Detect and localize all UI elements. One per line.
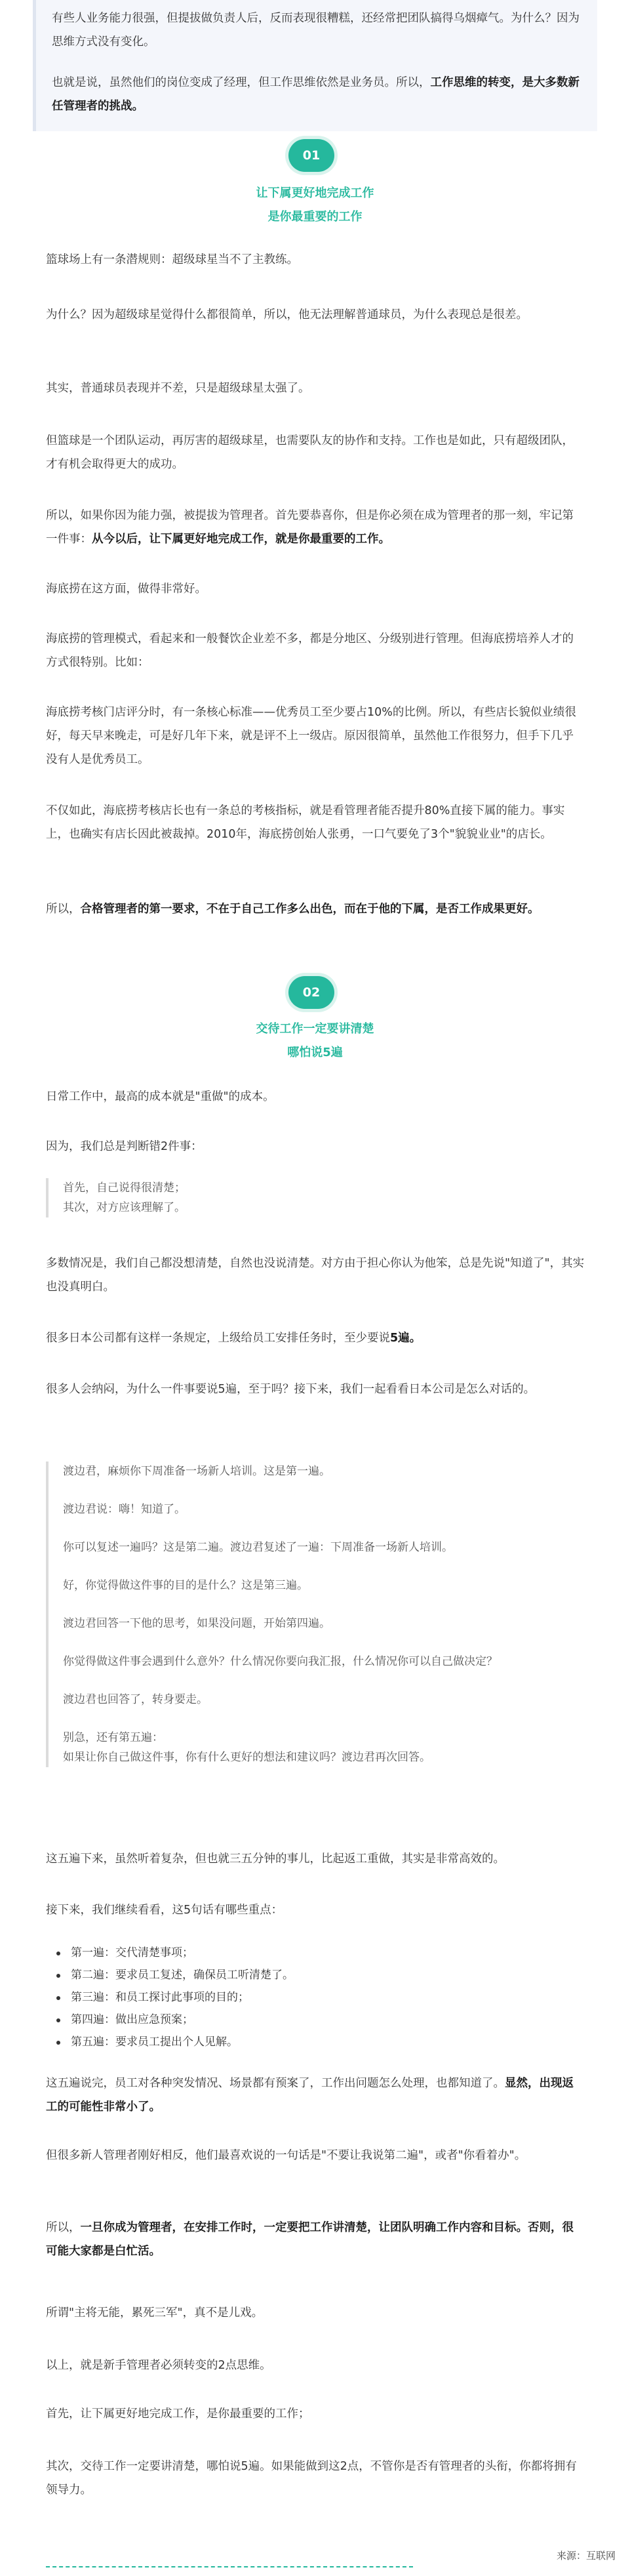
list-item: 第一遍：交代清楚事项； — [52, 1942, 577, 1964]
section-2-paragraph-2: 因为，我们总是判断错2件事： — [46, 1140, 203, 1153]
section-1-title-line-2: 是你最重要的工作 — [267, 210, 363, 224]
section-1-paragraph-8: 海底捞考核门店评分时，有一条核心标准——优秀员工至少要占10%的比例。所以，有些店长貌似业绩很好，每天早来晚走，可是好几年下来，就是评不上一级店。原因很简单，虽然他工作很努力，但手下几乎没有人是优秀员工。 — [46, 706, 576, 766]
section-2-paragraph-8: 这五遍说完，员工对各种突发情况、场景都有预案了，工作出问题怎么处理，也都知道了。显然，出现返工的可能性非常小了。 — [46, 2077, 574, 2114]
list-item: 第四遍：做出应急预案； — [52, 2009, 577, 2031]
section-2-title-line-2: 哪怕说5遍 — [287, 1046, 343, 1059]
dialogue-line: 渡边君也回答了，转身要走。 — [63, 1693, 208, 1706]
dialogue-line: 如果让你自己做这件事，你有什么更好的想法和建议吗？渡边君再次回答。 — [63, 1751, 431, 1764]
section-2-paragraph-5: 很多人会纳闷，为什么一件事要说5遍，至于吗？接下来，我们一起看看日本公司是怎么对话的。 — [46, 1383, 536, 1396]
section-2-paragraph-10: 所以，一旦你成为管理者，在安排工作时，一定要把工作讲清楚，让团队明确工作内容和目标。否则，很可能大家都是白忙活。 — [46, 2221, 574, 2258]
dialogue-line: 渡边君，麻烦你下周准备一场新人培训。这是第一遍。 — [63, 1465, 330, 1478]
section-2-paragraph-1: 日常工作中，最高的成本就是"重做"的成本。 — [46, 1090, 275, 1103]
list-item: 第三遍：和员工探讨此事项的目的； — [52, 1986, 577, 2009]
quote-line: 首先，自己说得很清楚； — [63, 1181, 186, 1195]
section-1-paragraph-9: 不仅如此，海底捞考核店长也有一条总的考核指标，就是看管理者能否提升80%直接下属的能力。事实上，也确实有店长因此被裁掉。2010年，海底捞创始人张勇，一口气要免了3个"貌貌业业"的店长。 — [46, 804, 565, 841]
list-item: 第二遍：要求员工复述，确保员工听清楚了。 — [52, 1964, 577, 1986]
intro-quote-box — [33, 0, 597, 131]
dialogue-line: 你觉得做这件事会遇到什么意外？什么情况你要向我汇报，什么情况你可以自己做决定？ — [63, 1655, 498, 1668]
section-2-paragraph-11: 所谓"主将无能，累死三军"，真不是儿戏。 — [46, 2306, 264, 2320]
section-1-paragraph-5: 所以，如果你因为能力强，被提拔为管理者。首先要恭喜你，但是你必须在成为管理者的那一刻，牢记第一件事：从今以后，让下属更好地完成工作，就是你最重要的工作。 — [46, 509, 574, 546]
dashed-divider — [46, 2566, 413, 2567]
section-1-paragraph-10: 所以，合格管理者的第一要求，不在于自己工作多么出色，而在于他的下属，是否工作成果更好。 — [46, 903, 540, 916]
section-2-paragraph-7: 接下来，我们继续看看，这5句话有哪些重点： — [46, 1904, 283, 1917]
section-2-paragraph-4: 很多日本公司都有这样一条规定，上级给员工安排任务时，至少要说5遍。 — [46, 1332, 422, 1345]
intro-paragraph-2: 也就是说，虽然他们的岗位变成了经理，但工作思维依然是业务员。所以，工作思维的转变，是大多数新任管理者的挑战。 — [52, 76, 580, 113]
section-2-paragraph-9: 但很多新人管理者刚好相反，他们最喜欢说的一句话是"不要让我说第二遍"，或者"你看着办"。 — [46, 2149, 526, 2162]
five-points-list — [52, 1942, 577, 2053]
section-2-paragraph-14: 其次，交待工作一定要讲清楚，哪怕说5遍。如果能做到这2点，不管你是否有管理者的头衔，你都将拥有领导力。 — [46, 2460, 577, 2497]
section-2-paragraph-6: 这五遍下来，虽然听着复杂，但也就三五分钟的事儿，比起返工重做，其实是非常高效的。 — [46, 1852, 505, 1866]
section-1-paragraph-1: 篮球场上有一条潜规则：超级球星当不了主教练。 — [46, 253, 298, 266]
intro-paragraph-1: 有些人业务能力很强，但提拔做负责人后，反而表现很糟糕，还经常把团队搞得乌烟瘴气。为什么？因为思维方式没有变化。 — [52, 12, 580, 49]
section-2-paragraph-3: 多数情况是，我们自己都没想清楚，自然也没说清楚。对方由于担心你认为他笨，总是先说"知道了"，其实也没真明白。 — [46, 1257, 585, 1294]
blockquote-two-mistakes — [46, 1178, 585, 1217]
list-item: 第五遍：要求员工提出个人见解。 — [52, 2031, 577, 2053]
section-2-paragraph-12: 以上，就是新手管理者必须转变的2点思维。 — [46, 2359, 271, 2372]
section-2-title-line-1: 交待工作一定要讲清楚 — [256, 1022, 374, 1036]
section-number-badge-02: 02 — [288, 976, 334, 1009]
section-1-paragraph-2: 为什么？因为超级球星觉得什么都很简单，所以，他无法理解普通球员，为什么表现总是很差。 — [46, 308, 528, 321]
section-1-paragraph-3: 其实，普通球员表现并不差，只是超级球星太强了。 — [46, 382, 310, 395]
section-1-paragraph-6: 海底捞在这方面，做得非常好。 — [46, 583, 207, 596]
section-1-paragraph-4: 但篮球是一个团队运动，再厉害的超级球星，也需要队友的协作和支持。工作也是如此，只有超级团队，才有机会取得更大的成功。 — [46, 434, 574, 471]
dialogue-line: 渡边君回答一下他的思考，如果没问题，开始第四遍。 — [63, 1617, 330, 1630]
quote-line: 其次，对方应该理解了。 — [63, 1201, 186, 1214]
source-label: 来源：互联网 — [556, 2550, 616, 2562]
dialogue-line: 你可以复述一遍吗？这是第二遍。渡边君复述了一遍：下周准备一场新人培训。 — [63, 1541, 453, 1554]
dialogue-line: 渡边君说：嗨！知道了。 — [63, 1503, 186, 1516]
section-2-paragraph-13: 首先，让下属更好地完成工作，是你最重要的工作； — [46, 2407, 310, 2421]
section-1-paragraph-7: 海底捞的管理模式，看起来和一般餐饮企业差不多，都是分地区、分级别进行管理。但海底捞培养人才的方式很特别。比如： — [46, 632, 574, 669]
blockquote-dialogue — [46, 1462, 585, 1767]
section-1-title-line-1: 让下属更好地完成工作 — [256, 186, 374, 200]
dialogue-line: 好，你觉得做这件事的目的是什么？这是第三遍。 — [63, 1579, 308, 1592]
dialogue-line: 别急，还有第五遍： — [63, 1731, 163, 1744]
section-number-badge-01: 01 — [288, 139, 334, 172]
